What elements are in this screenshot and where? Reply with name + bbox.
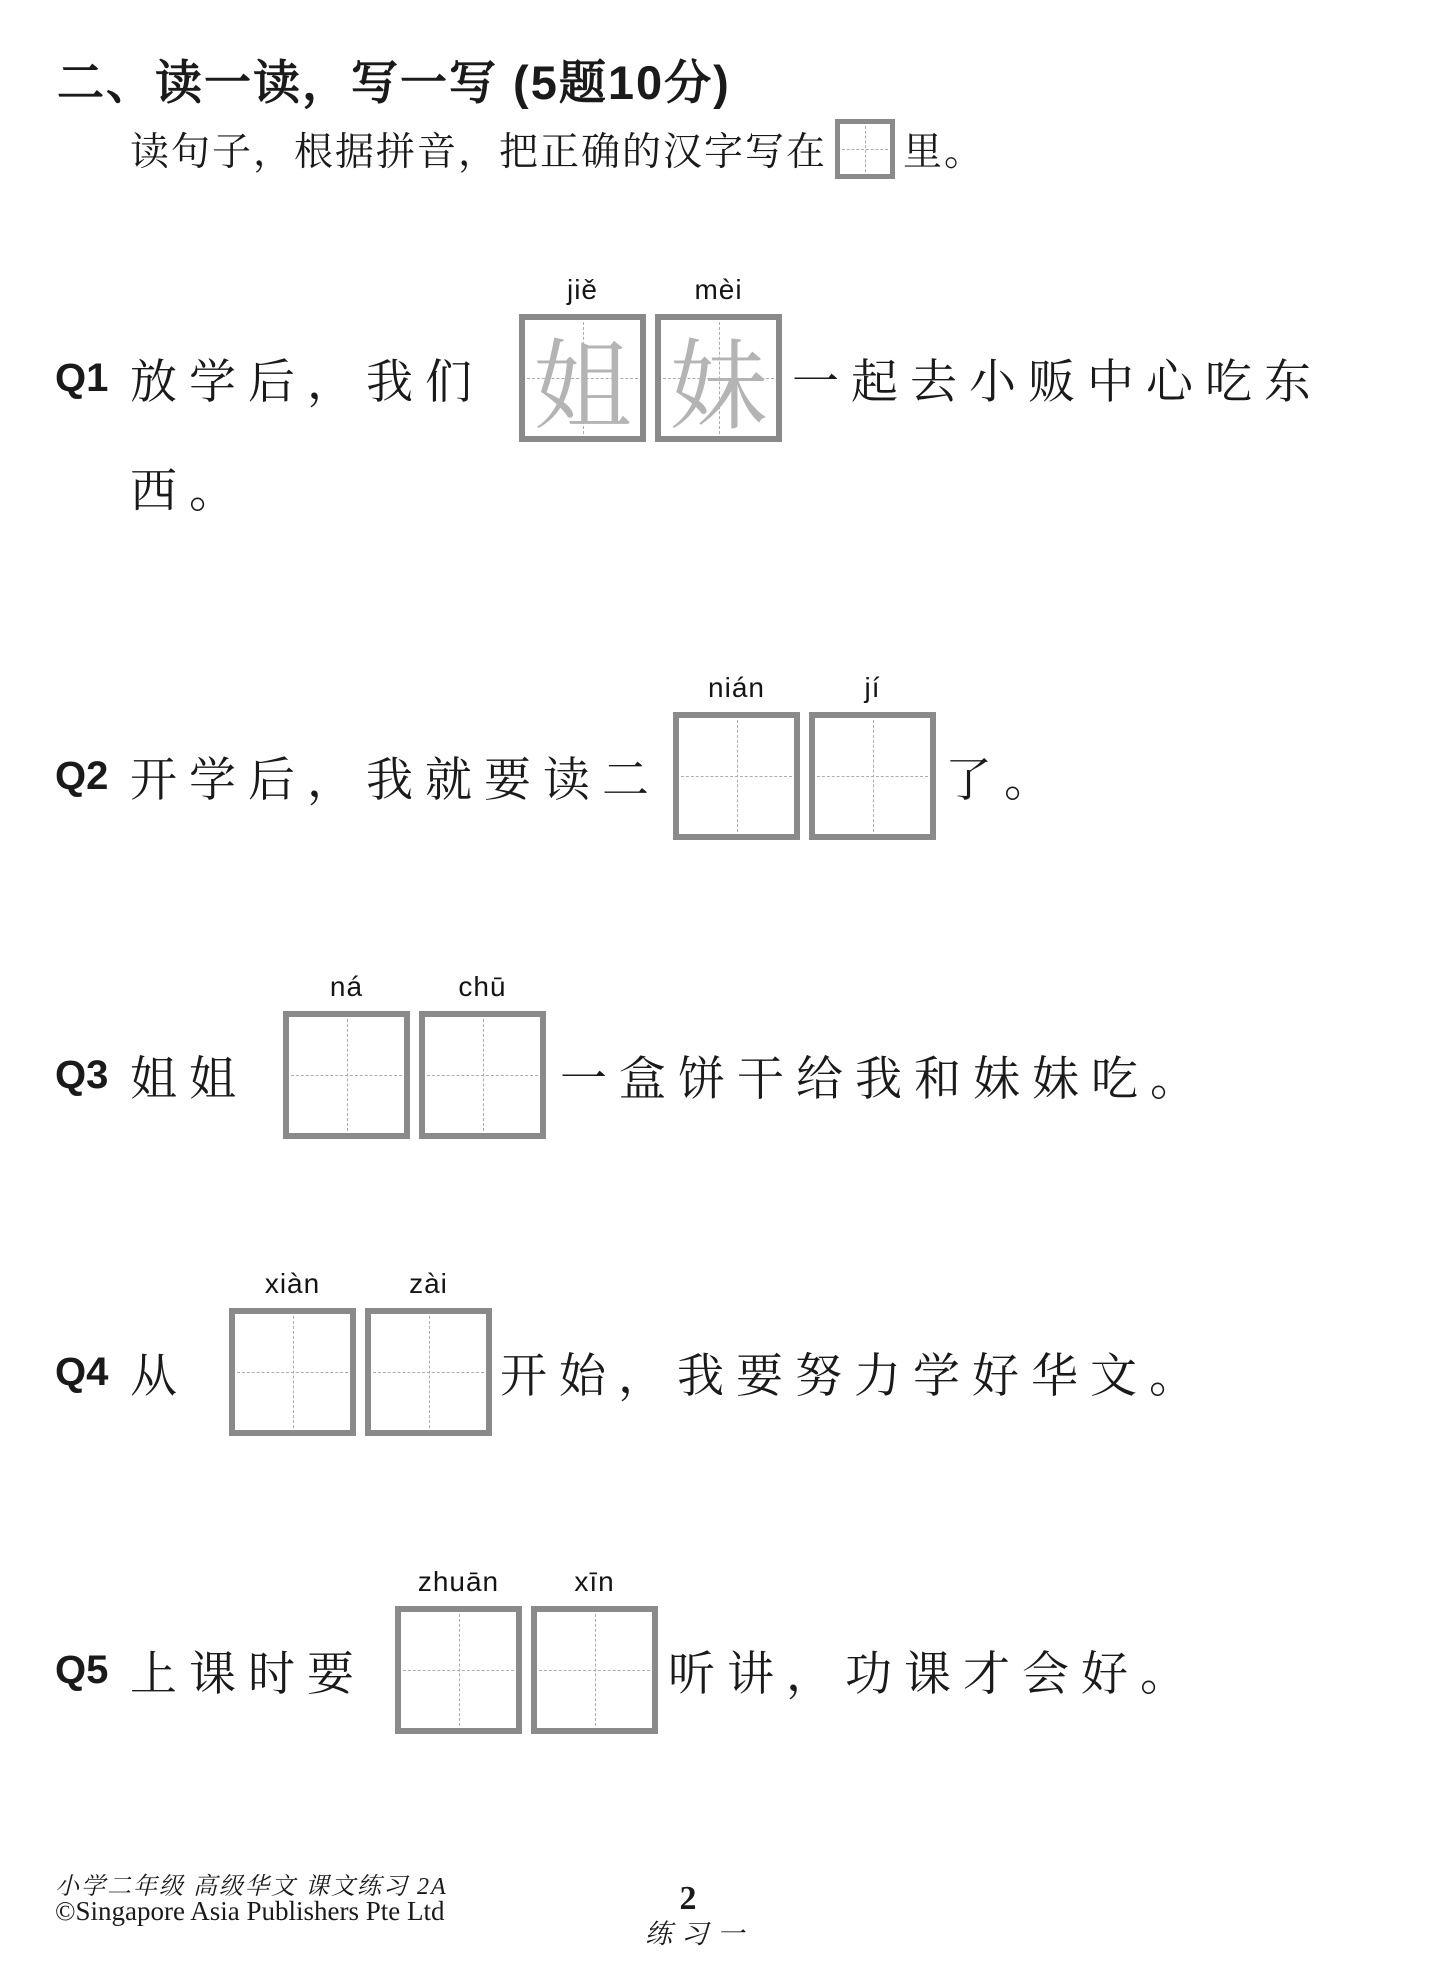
question-5 bbox=[0, 1566, 1435, 1734]
instruction-text-before: 读句子，根据拼音，把正确的汉字写在 bbox=[130, 131, 828, 174]
pinyin-label: xiàn bbox=[264, 1268, 321, 1299]
question-3-post-text: 一盒饼干给我和妹妹吃。 bbox=[560, 1053, 1209, 1106]
pinyin-label: ná bbox=[329, 971, 364, 1002]
question-5-number: Q5 bbox=[55, 1647, 109, 1692]
question-2-writing-boxes bbox=[673, 672, 936, 840]
writing-box[interactable] bbox=[655, 314, 782, 442]
pinyin-label: jí bbox=[864, 672, 881, 703]
question-3-pre-text: 姐姐 bbox=[130, 1053, 248, 1106]
writing-box[interactable] bbox=[531, 1606, 658, 1734]
pinyin-label: zhuān bbox=[417, 1566, 500, 1597]
question-2 bbox=[0, 672, 1435, 840]
question-1-number: Q1 bbox=[55, 355, 109, 400]
question-1-writing-boxes bbox=[519, 274, 782, 442]
writing-box-group-item bbox=[519, 274, 646, 442]
question-1-pre-text: 放学后，我们 bbox=[130, 356, 484, 409]
question-2-number: Q2 bbox=[55, 753, 109, 798]
pinyin-label: zài bbox=[409, 1268, 448, 1299]
writing-box[interactable] bbox=[365, 1308, 492, 1436]
question-5-writing-boxes bbox=[395, 1566, 658, 1734]
instruction-line bbox=[130, 116, 985, 182]
pinyin-label: jiě bbox=[566, 274, 598, 305]
answer-character bbox=[815, 718, 930, 834]
writing-box-group-item bbox=[809, 672, 936, 840]
writing-box[interactable] bbox=[395, 1606, 522, 1734]
question-2-pre-text: 开学后，我就要读二 bbox=[130, 754, 661, 807]
writing-box-group-item bbox=[283, 971, 410, 1139]
question-4-writing-boxes bbox=[229, 1268, 492, 1436]
footer-exercise-label: 练习一 bbox=[645, 1919, 753, 1949]
question-5-pre-text: 上课时要 bbox=[130, 1648, 366, 1701]
answer-character bbox=[289, 1017, 404, 1133]
question-3 bbox=[0, 971, 1435, 1139]
writing-box-group-item bbox=[395, 1566, 522, 1734]
answer-character bbox=[235, 1314, 350, 1430]
writing-box-group-item bbox=[673, 672, 800, 840]
example-writing-box-icon bbox=[835, 119, 895, 179]
writing-box-group-item bbox=[229, 1268, 356, 1436]
writing-box[interactable] bbox=[283, 1011, 410, 1139]
answer-character bbox=[679, 718, 794, 834]
answer-character bbox=[537, 1612, 652, 1728]
answer-character bbox=[371, 1314, 486, 1430]
box-horizontal-guide bbox=[842, 149, 888, 150]
writing-box[interactable] bbox=[419, 1011, 546, 1139]
pinyin-label: mèi bbox=[694, 274, 743, 305]
writing-box-group-item bbox=[365, 1268, 492, 1436]
writing-box[interactable] bbox=[229, 1308, 356, 1436]
question-4-post-text: 开始，我要努力学好华文。 bbox=[500, 1350, 1208, 1403]
writing-box-group-item bbox=[655, 274, 782, 442]
answer-character bbox=[401, 1612, 516, 1728]
answer-character: 姐 bbox=[533, 333, 632, 442]
page-number: 2 bbox=[679, 1880, 697, 1917]
question-2-post-text: 了。 bbox=[945, 754, 1063, 807]
answer-character bbox=[425, 1017, 540, 1133]
question-5-post-text: 听讲，功课才会好。 bbox=[668, 1648, 1199, 1701]
question-3-number: Q3 bbox=[55, 1052, 109, 1097]
writing-box[interactable] bbox=[809, 712, 936, 840]
pinyin-label: xīn bbox=[574, 1566, 615, 1597]
writing-box[interactable] bbox=[519, 314, 646, 442]
answer-character: 妹 bbox=[669, 333, 768, 442]
question-4-number: Q4 bbox=[55, 1349, 109, 1394]
question-4 bbox=[0, 1268, 1435, 1436]
pinyin-label: chū bbox=[458, 971, 507, 1002]
footer-copyright: ©Singapore Asia Publishers Pte Ltd bbox=[55, 1896, 445, 1926]
section-title: 二、读一读，写一写 (5题10分) bbox=[57, 56, 731, 109]
question-1-wrap-text: 西。 bbox=[130, 466, 248, 518]
question-1-post-text: 一起去小贩中心吃东 bbox=[792, 356, 1323, 409]
question-4-pre-text: 从 bbox=[130, 1350, 189, 1403]
pinyin-label: nián bbox=[708, 672, 765, 703]
question-3-writing-boxes bbox=[283, 971, 546, 1139]
footer-book-info: 小学二年级 高级华文 课文练习 2A bbox=[55, 1874, 448, 1900]
instruction-text-after: 里。 bbox=[903, 131, 986, 174]
writing-box-group-item bbox=[531, 1566, 658, 1734]
writing-box[interactable] bbox=[673, 712, 800, 840]
question-1 bbox=[0, 274, 1435, 518]
writing-box-group-item bbox=[419, 971, 546, 1139]
